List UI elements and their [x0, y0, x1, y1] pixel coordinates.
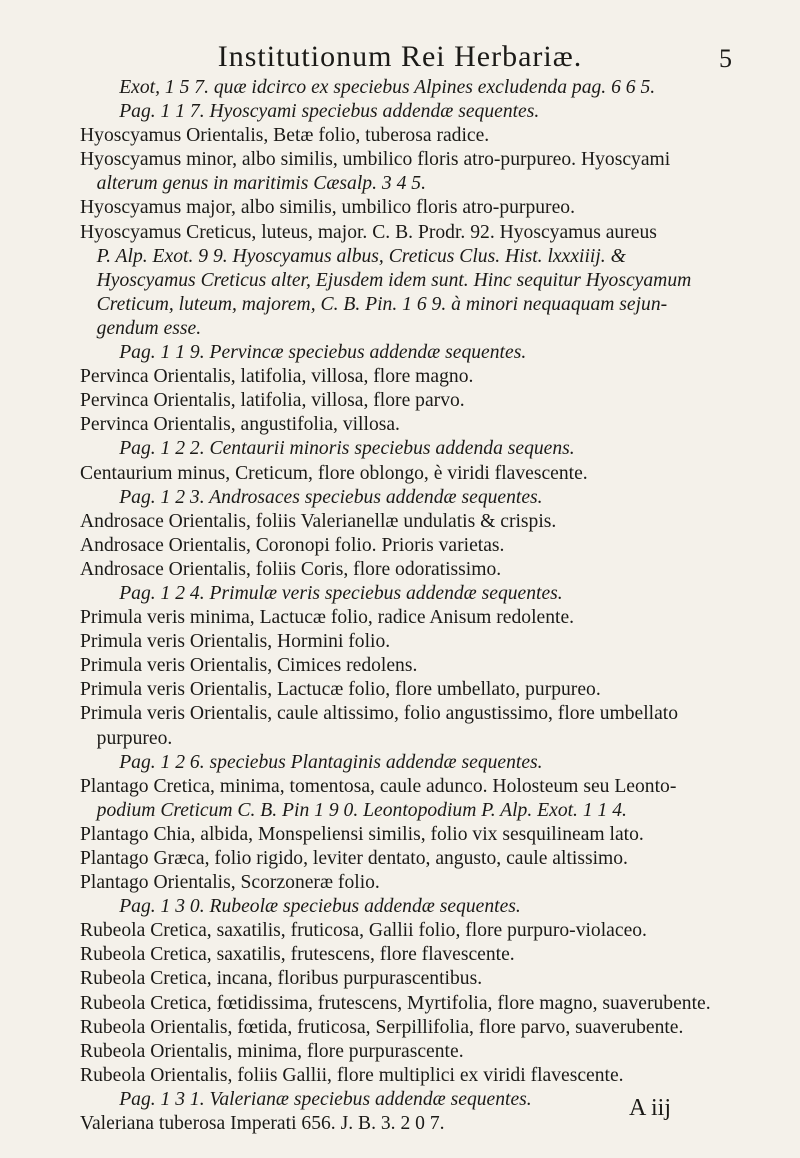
text-line: Androsace Orientalis, Coronopi folio. Prioris varietas. — [80, 534, 505, 556]
text-line: Primula veris Orientalis, Lactucæ folio, flore umbellato, purpureo. — [80, 679, 601, 701]
text-line: Plantago Græca, folio rigido, leviter dentato, angusto, caule altissimo. — [80, 848, 628, 869]
text-line: Hyoscyamus Creticus, luteus, major. C. B. Prodr. 92. Hyoscyamus aureus — [80, 221, 657, 243]
text-line: gendum esse. — [96, 317, 202, 339]
text-line: Androsace Orientalis, foliis Valerianellæ undulatis & crispis. — [80, 510, 557, 532]
text-line: Pervinca Orientalis, angustifolia, villosa. — [80, 414, 400, 436]
section-heading: Pag. 1 1 9. Pervincæ speciebus addendæ sequentes. — [119, 342, 527, 364]
text-line: Plantago Cretica, minima, tomentosa, caule adunco. Holosteum seu Leonto- — [80, 775, 677, 797]
text-line: P. Alp. Exot. 9 9. Hyoscyamus albus, Creticus Clus. Hist. lxxxiiij. & — [96, 245, 626, 267]
text-body — [80, 76, 770, 1136]
section-heading: Exot, 1 5 7. quæ idcirco ex speciebus Alpines excludenda pag. 6 6 5. — [119, 77, 656, 98]
text-line: Hyoscyamus Orientalis, Betæ folio, tuberosa radice. — [80, 125, 490, 147]
text-line: Creticum, luteum, majorem, C. B. Pin. 1 6 9. à minori nequaquam sejun- — [96, 293, 668, 315]
text-line: alterum genus in maritimis Cæsalp. 3 4 5. — [96, 173, 426, 195]
section-heading: Pag. 1 2 4. Primulæ veris speciebus addendæ sequentes. — [119, 582, 563, 604]
signature-mark: A iij — [629, 1095, 672, 1121]
section-heading: Pag. 1 2 2. Centaurii minoris speciebus addenda sequens. — [119, 438, 575, 460]
text-line: Pervinca Orientalis, latifolia, villosa, flore parvo. — [80, 390, 465, 412]
section-heading: Pag. 1 1 7. Hyoscyami speciebus addendæ sequentes. — [119, 101, 540, 123]
page-number: 5 — [719, 44, 732, 73]
text-line: Rubeola Cretica, incana, floribus purpurascentibus. — [80, 968, 483, 990]
text-line: Rubeola Cretica, fœtidissima, frutescens, Myrtifolia, flore magno, suaverubente. — [80, 992, 711, 1014]
text-line: Rubeola Cretica, saxatilis, frutescens, flore flavescente. — [80, 944, 515, 966]
text-line: Pervinca Orientalis, latifolia, villosa, flore magno. — [80, 366, 474, 388]
text-line: Primula veris Orientalis, Hormini folio. — [80, 631, 391, 653]
text-line: Rubeola Cretica, saxatilis, fruticosa, Gallii folio, flore purpuro-violaceo. — [80, 920, 647, 942]
text-line: Rubeola Orientalis, fœtida, fruticosa, Serpillifolia, flore parvo, suaverubente. — [80, 1016, 684, 1038]
text-line: podium Creticum C. B. Pin 1 9 0. Leontopodium P. Alp. Exot. 1 1 4. — [96, 799, 627, 821]
text-line: Hyoscyamus major, albo similis, umbilico floris atro-purpureo. — [80, 197, 575, 219]
section-heading: Pag. 1 3 1. Valerianæ speciebus addendæ sequentes. — [119, 1088, 532, 1110]
text-line: Hyoscyamus minor, albo similis, umbilico floris atro-purpureo. Hyoscyami — [80, 149, 671, 171]
text-line: purpureo. — [96, 727, 173, 749]
text-line: Primula veris Orientalis, caule altissimo, folio angustissimo, flore umbellato — [80, 703, 679, 725]
text-line: Rubeola Orientalis, foliis Gallii, flore multiplici ex viridi flavescente. — [80, 1064, 624, 1086]
text-line: Rubeola Orientalis, minima, flore purpurascente. — [80, 1040, 464, 1062]
text-line: Plantago Chia, albida, Monspeliensi similis, folio vix sesquilineam lato. — [80, 823, 644, 845]
text-line: Androsace Orientalis, foliis Coris, flore odoratissimo. — [80, 558, 502, 580]
section-heading: Pag. 1 2 3. Androsaces speciebus addendæ sequentes. — [119, 486, 543, 508]
text-line: Centaurium minus, Creticum, flore oblongo, è viridi flavescente. — [80, 462, 588, 484]
text-line: Plantago Orientalis, Scorzoneræ folio. — [80, 872, 380, 894]
text-line: Valeriana tuberosa Imperati 656. J. B. 3. 2 0 7. — [80, 1113, 445, 1135]
section-heading: Pag. 1 3 0. Rubeolæ speciebus addendæ sequentes. — [119, 896, 521, 918]
section-heading: Pag. 1 2 6. speciebus Plantaginis addendæ sequentes. — [119, 751, 543, 773]
running-title: Institutionum Rei Herbariæ. — [217, 40, 583, 73]
text-line: Primula veris minima, Lactucæ folio, radice Anisum redolente. — [80, 607, 575, 629]
text-line: Hyoscyamus Creticus alter, Ejusdem idem sunt. Hinc sequitur Hyoscyamum — [96, 269, 692, 291]
text-line: Primula veris Orientalis, Cimices redolens. — [80, 655, 418, 677]
